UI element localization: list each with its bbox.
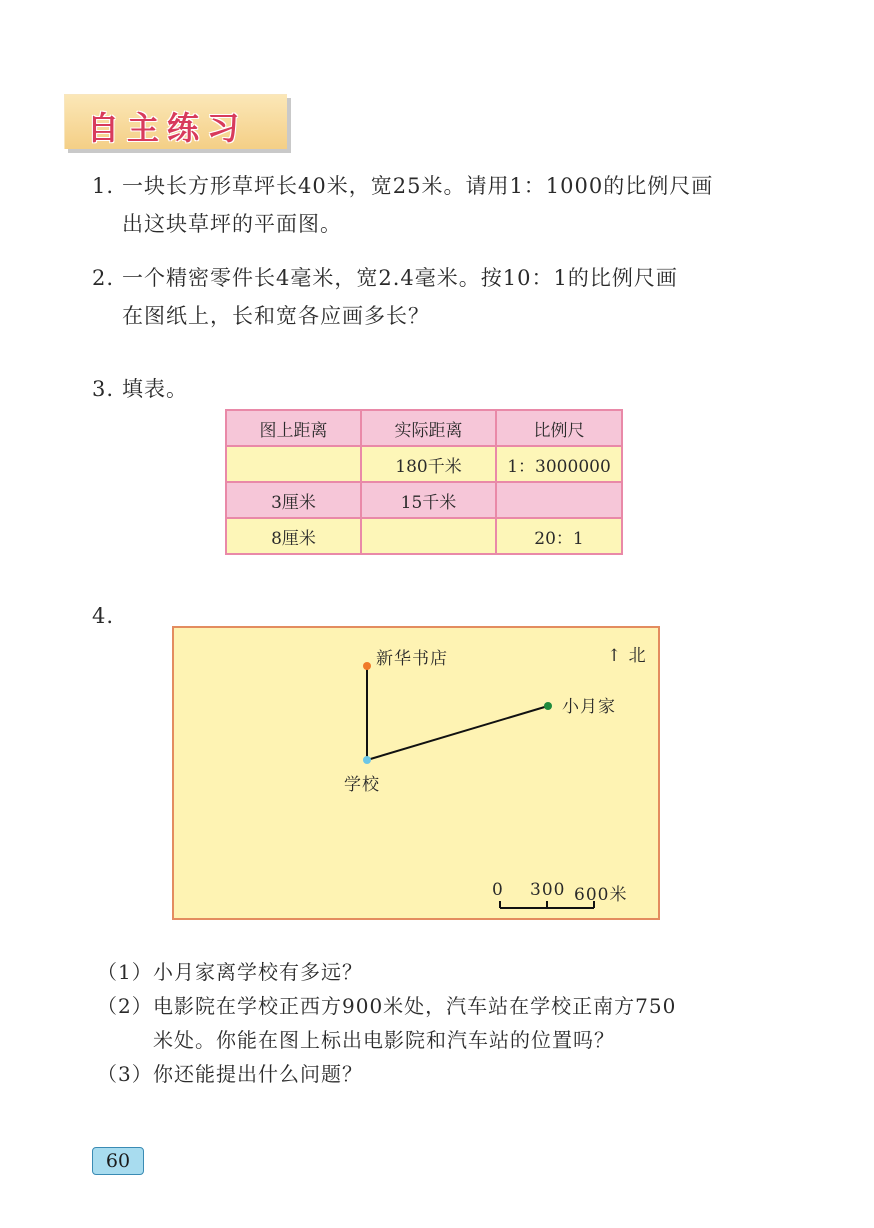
table-row [226,482,622,518]
sub-question-text-line2: 米处。你能在图上标出电影院和汽车站的位置吗？ [153,1028,615,1052]
question-4 [92,597,122,635]
table-cell: 20：1 [496,518,622,554]
location-map [172,626,660,920]
map-drawing [174,628,658,918]
section-title: 自主练习 [87,109,248,147]
scale-label-300: 300 [530,880,566,900]
question-text-line2: 在图纸上，长和宽各应画多长？ [122,304,430,328]
question-number: 4. [92,604,115,628]
table-cell: 180千米 [361,446,496,482]
question-text: 填表。 [122,377,188,401]
bookstore-label: 新华书店 [376,649,448,669]
table-cell: 1：3000000 [496,446,622,482]
table-cell[interactable] [361,518,496,554]
table-cell: 15千米 [361,482,496,518]
question-text-line2: 出这块草坪的平面图。 [122,212,342,236]
page-number: 60 [92,1147,144,1175]
bookstore-marker [363,662,371,670]
home-label: 小月家 [562,697,616,717]
question-2 [92,259,678,335]
sub-question-text: 小月家离学校有多远？ [153,960,363,984]
question-number: 3. [92,377,115,401]
table-header-cell: 实际距离 [361,410,496,446]
sub-question-text: 你还能提出什么问题？ [153,1062,363,1086]
table-row [226,518,622,554]
scale-label-0: 0 [492,880,504,900]
table-header-row [226,410,622,446]
table-cell[interactable] [496,482,622,518]
section-banner [64,94,287,149]
question-1 [92,167,713,243]
school-label: 学校 [344,775,380,795]
sub-question-text: 电影院在学校正西方900米处，汽车站在学校正南方750 [153,994,677,1018]
sub-question-1 [97,955,363,989]
table-row [226,446,622,482]
table-header-cell: 图上距离 [226,410,361,446]
scale-label-600: 600米 [574,885,628,905]
table-header-cell: 比例尺 [496,410,622,446]
sub-question-number: （1） [97,960,153,984]
fill-in-table [225,409,623,555]
question-text-line1: 一块长方形草坪长40米，宽25米。请用1：1000的比例尺画 [122,174,714,198]
table-cell: 3厘米 [226,482,361,518]
home-school-line [367,706,548,760]
home-marker [544,702,552,710]
question-3 [92,370,188,408]
sub-question-2 [97,989,676,1023]
north-arrow: ↑ 北 [607,646,647,666]
sub-question-number: （2） [97,994,153,1018]
sub-question-number: （3） [97,1062,153,1086]
question-text-line1: 一个精密零件长4毫米，宽2.4毫米。按10：1的比例尺画 [122,266,678,290]
table-cell[interactable] [226,446,361,482]
sub-question-3 [97,1057,363,1091]
sub-question-2-continued [153,1023,615,1057]
question-number: 2. [92,266,115,290]
question-number: 1. [92,174,115,198]
school-marker [363,756,371,764]
table-cell: 8厘米 [226,518,361,554]
